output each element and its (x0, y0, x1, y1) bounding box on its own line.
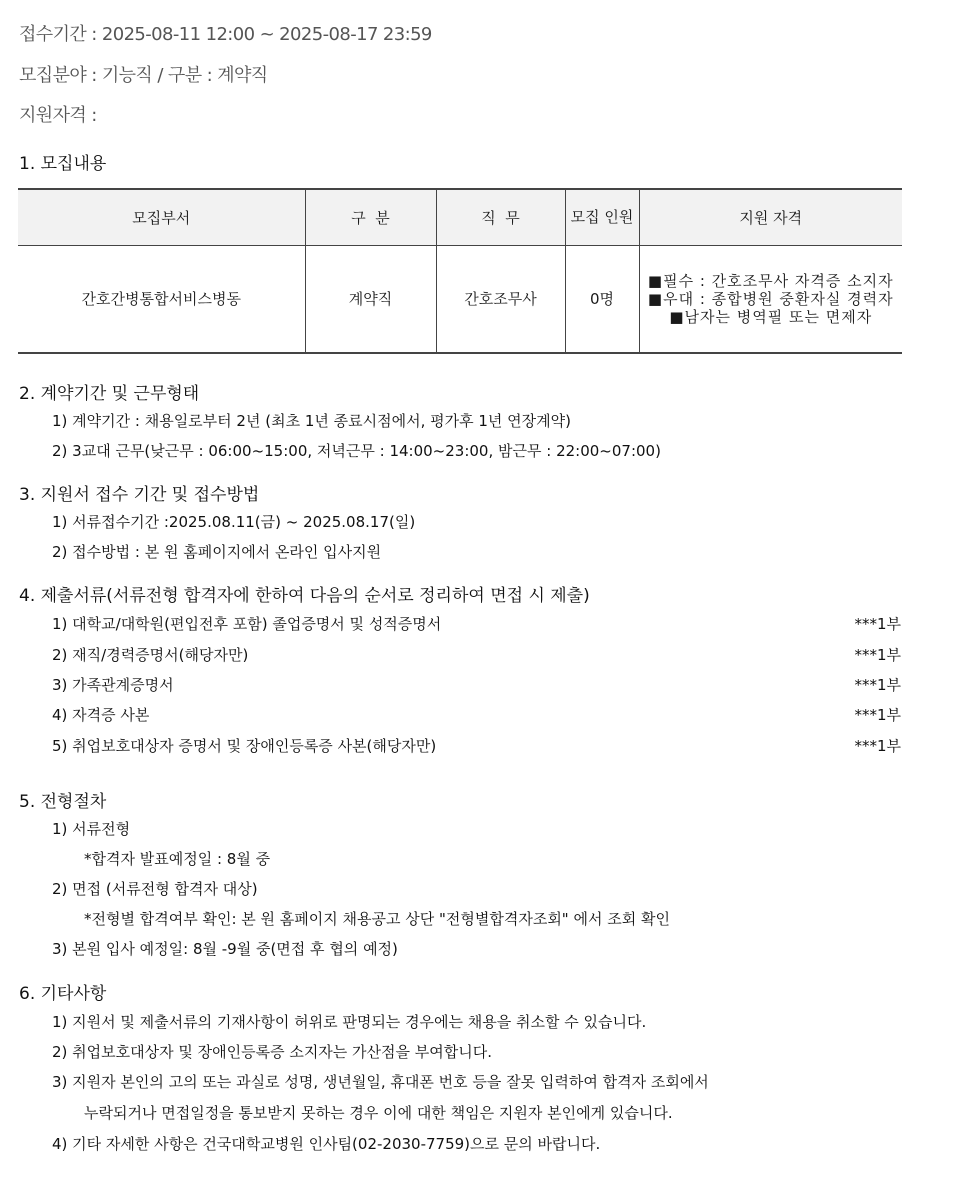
step-interview: 2) 면접 (서류전형 합격자 대상) (52, 880, 258, 898)
cell-dept: 간호간병통합서비스병동 (18, 245, 305, 353)
document-item: 1) 대학교/대학원(편입전후 포함) 졸업증명서 및 성적증명서 (52, 615, 442, 633)
document-item: 4) 자격증 사본 (52, 706, 150, 724)
cell-qualification (639, 245, 902, 353)
header-qualification: 지원 자격 (639, 189, 902, 245)
reception-period: 접수기간 : 2025-08-11 12:00 ~ 2025-08-17 23:59 (19, 24, 432, 45)
document-item: 5) 취업보호대상자 증명서 및 장애인등록증 사본(해당자만) (52, 737, 437, 755)
misc-item: 3) 지원자 본인의 고의 또는 과실로 성명, 생년월일, 휴대폰 번호 등을 잘못 입력하여 합격자 조회에서 (52, 1073, 709, 1091)
qual-required: ■필수 : 간호조무사 자격증 소지자 (647, 271, 894, 290)
section-2-title: 2. 계약기간 및 근무형태 (19, 384, 200, 404)
cell-job: 간호조무사 (436, 245, 565, 353)
step-document-screening: 1) 서류전형 (52, 820, 131, 838)
cell-type: 계약직 (305, 245, 436, 353)
table-row (18, 245, 902, 353)
document-count: ***1부 (854, 615, 901, 633)
section-5-title: 5. 전형절차 (19, 792, 107, 812)
qual-military: ■남자는 병역필 또는 면제자 (669, 307, 873, 326)
section-3-title: 3. 지원서 접수 기간 및 접수방법 (19, 485, 260, 505)
section-6-title: 6. 기타사항 (19, 984, 107, 1004)
qual-preferred: ■우대 : 종합병원 중환자실 경력자 (647, 289, 894, 308)
header-count: 모집 인원 (565, 189, 639, 245)
document-count: ***1부 (854, 737, 901, 755)
recruit-table (18, 188, 902, 354)
application-period: 1) 서류접수기간 :2025.08.11(금) ~ 2025.08.17(일) (52, 513, 416, 531)
header-type: 구 분 (305, 189, 436, 245)
cell-count: 0명 (565, 245, 639, 353)
document-item: 3) 가족관계증명서 (52, 676, 174, 694)
section-1-title: 1. 모집내용 (19, 154, 107, 174)
header-dept: 모집부서 (18, 189, 305, 245)
misc-item-continued: 누락되거나 면접일정을 통보받지 못하는 경우 이에 대한 책임은 지원자 본인에게 있습니다. (84, 1104, 673, 1122)
section-4-title: 4. 제출서류(서류전형 합격자에 한하여 다음의 순서로 정리하여 면접 시 제출) (19, 586, 590, 606)
document-count: ***1부 (854, 676, 901, 694)
contract-period: 1) 계약기간 : 채용일로부터 2년 (최초 1년 종료시점에서, 평가후 1년 연장계약) (52, 412, 571, 430)
misc-item: 4) 기타 자세한 사항은 건국대학교병원 인사팀(02-2030-7759)으로 문의 바랍니다. (52, 1135, 601, 1153)
step-start-date: 3) 본원 입사 예정일: 8월 -9월 중(면접 후 협의 예정) (52, 940, 398, 958)
table-header-row (18, 189, 902, 245)
qualification-label: 지원자격 : (19, 105, 97, 126)
document-count: ***1부 (854, 706, 901, 724)
document-count: ***1부 (854, 646, 901, 664)
step-document-note: *합격자 발표예정일 : 8월 중 (84, 850, 271, 868)
document-item: 2) 재직/경력증명서(해당자만) (52, 646, 249, 664)
shift-schedule: 2) 3교대 근무(낮근무 : 06:00~15:00, 저녁근무 : 14:00~23:00, 밤근무 : 22:00~07:00) (52, 442, 661, 460)
header-job: 직 무 (436, 189, 565, 245)
step-interview-note: *전형별 합격여부 확인: 본 원 홈페이지 채용공고 상단 "전형별합격자조회" 에서 조회 확인 (84, 910, 670, 928)
misc-item: 1) 지원서 및 제출서류의 기재사항이 허위로 판명되는 경우에는 채용을 취소할 수 있습니다. (52, 1013, 647, 1031)
application-method: 2) 접수방법 : 본 원 홈페이지에서 온라인 입사지원 (52, 543, 382, 561)
misc-item: 2) 취업보호대상자 및 장애인등록증 소지자는 가산점을 부여합니다. (52, 1043, 493, 1061)
recruit-field: 모집분야 : 기능직 / 구분 : 계약직 (19, 65, 268, 86)
